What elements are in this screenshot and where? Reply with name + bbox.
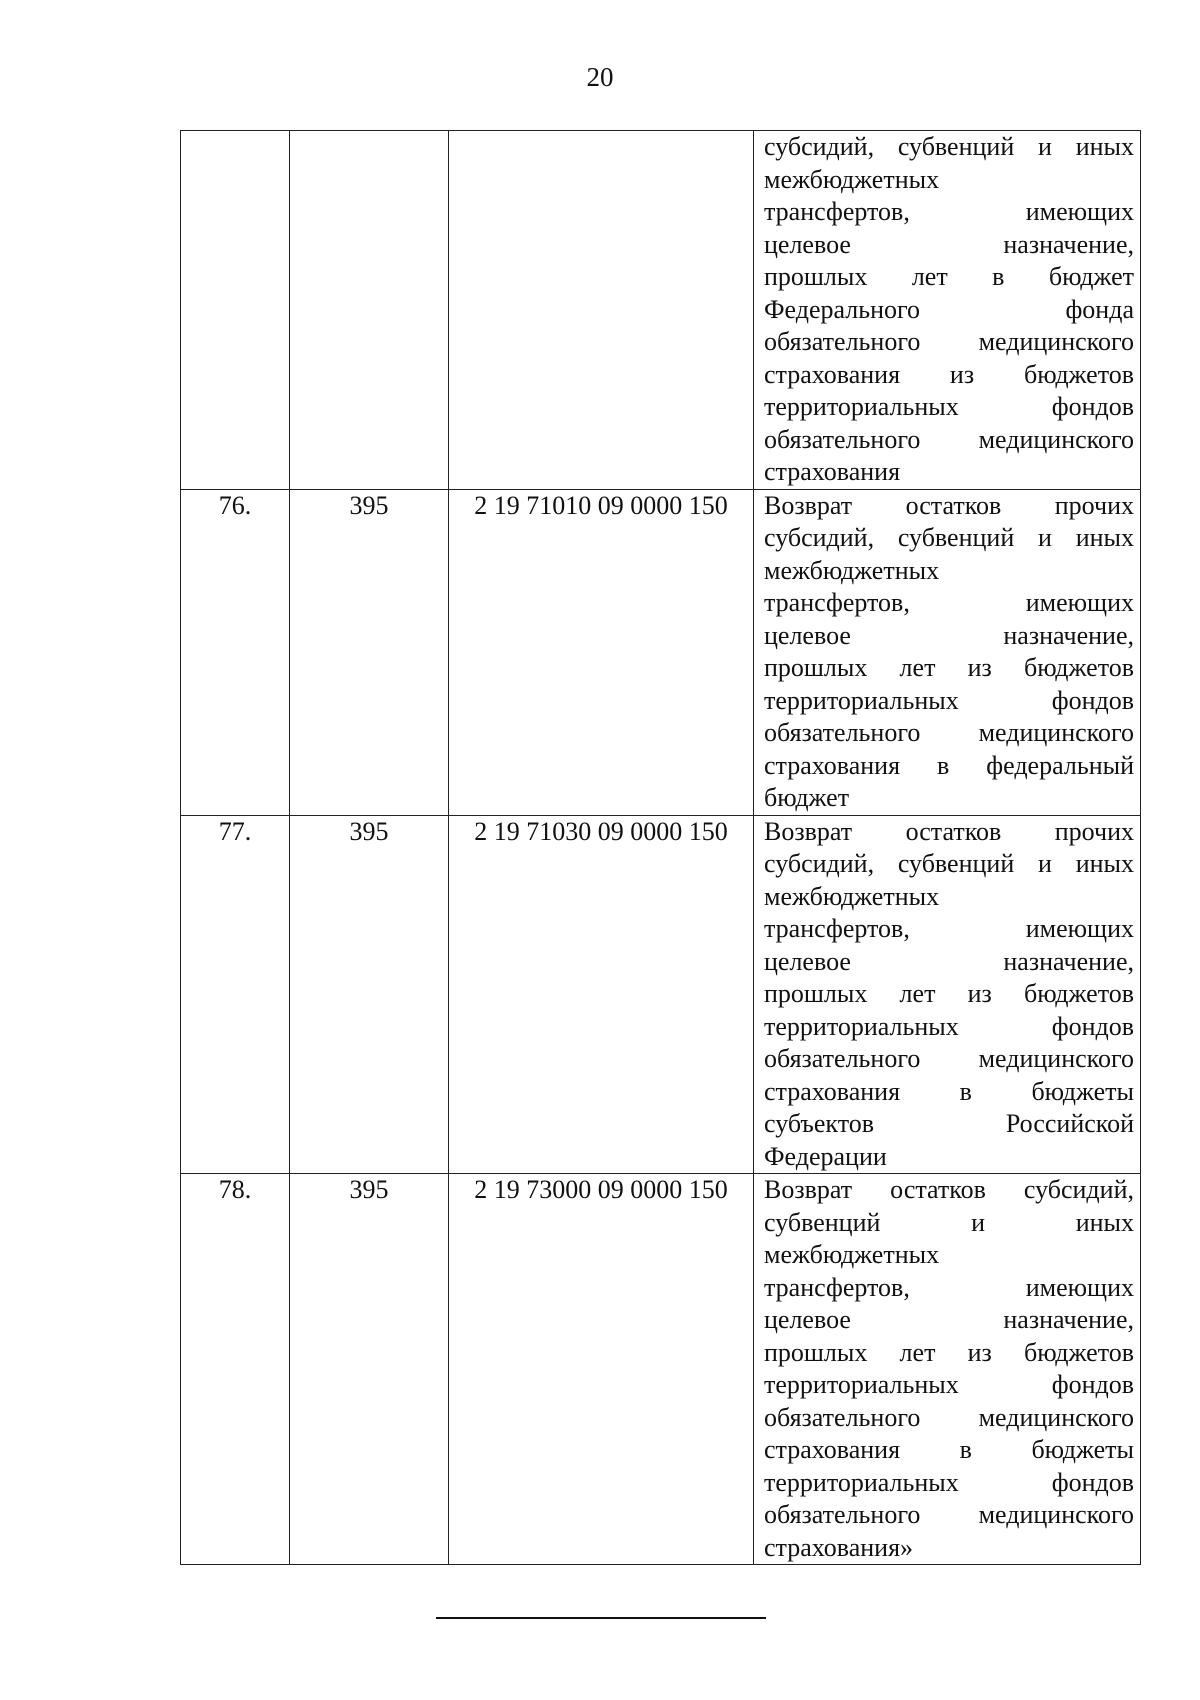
- budget-classification-code-cell: 2 19 71030 09 0000 150: [449, 815, 754, 1174]
- description-line: бюджет: [764, 783, 850, 812]
- administrator-code-cell: 395: [290, 1174, 449, 1565]
- description-line: страхования в федеральный: [764, 750, 1134, 780]
- budget-codes-table: [180, 130, 1141, 1565]
- description-line: субсидий, субвенций и иных: [764, 523, 1134, 552]
- description-line: субсидий, субвенций и иных: [764, 849, 1134, 878]
- revenue-description-cell: [754, 1174, 1141, 1565]
- administrator-code-cell: 395: [290, 489, 449, 815]
- description-line: страхования из бюджетов: [764, 359, 1134, 389]
- description-line: трансфертов, имеющих: [764, 1272, 1134, 1302]
- table-row: [181, 1174, 1141, 1565]
- end-of-document-rule: [436, 1617, 766, 1619]
- description-line: обязательного медицинского: [764, 327, 1134, 356]
- budget-classification-code-cell: 2 19 73000 09 0000 150: [449, 1174, 754, 1565]
- description-line: территориальных фондов: [764, 685, 1134, 715]
- description-line: субсидий, субвенций и иных: [764, 132, 1134, 161]
- description-line: территориальных фондов: [764, 392, 1134, 421]
- description-line: Возврат остатков прочих: [764, 490, 1134, 520]
- description-line: обязательного медицинского: [764, 1402, 1134, 1432]
- description-line: Федерации: [764, 1141, 887, 1171]
- description-line: Возврат остатков прочих: [764, 816, 1134, 846]
- description-line: территориальных фондов: [764, 1467, 1134, 1497]
- revenue-description-cell: [754, 489, 1141, 815]
- description-line: целевое назначение,: [764, 620, 1134, 650]
- row-number-cell: 78.: [181, 1174, 290, 1565]
- description-line: межбюджетных: [764, 1240, 940, 1269]
- description-line: межбюджетных: [764, 164, 940, 194]
- description-line: субъектов Российской: [764, 1109, 1134, 1138]
- administrator-code-cell: 395: [290, 815, 449, 1174]
- description-line: прошлых лет из бюджетов: [764, 1337, 1134, 1367]
- description-line: целевое назначение,: [764, 229, 1134, 259]
- description-line: страхования в бюджеты: [764, 1435, 1134, 1464]
- row-number-cell: 77.: [181, 815, 290, 1174]
- description-line: обязательного медицинского: [764, 718, 1134, 747]
- table-row: [181, 131, 1141, 490]
- table-body: [181, 131, 1141, 1565]
- description-line: трансфертов, имеющих: [764, 914, 1134, 943]
- page-number: 20: [586, 62, 614, 92]
- description-line: трансфертов, имеющих: [764, 197, 1134, 226]
- revenue-description-cell: [754, 131, 1141, 490]
- description-line: межбюджетных: [764, 555, 940, 585]
- administrator-code-cell: [290, 131, 449, 490]
- description-line: целевое назначение,: [764, 946, 1134, 976]
- description-line: Возврат остатков субсидий,: [764, 1175, 1134, 1204]
- description-line: межбюджетных: [764, 881, 940, 911]
- description-line: обязательного медицинского: [764, 1500, 1134, 1529]
- row-number-cell: [181, 131, 290, 490]
- description-line: страхования: [764, 457, 901, 486]
- description-line: прошлых лет из бюджетов: [764, 653, 1134, 682]
- table-row: [181, 489, 1141, 815]
- description-line: обязательного медицинского: [764, 424, 1134, 454]
- revenue-description-cell: [754, 815, 1141, 1174]
- budget-classification-code-cell: [449, 131, 754, 490]
- description-line: территориальных фондов: [764, 1370, 1134, 1399]
- description-line: целевое назначение,: [764, 1305, 1134, 1334]
- table-row: [181, 815, 1141, 1174]
- description-line: Федерального фонда: [764, 294, 1134, 324]
- description-line: прошлых лет из бюджетов: [764, 979, 1134, 1008]
- row-number-cell: 76.: [181, 489, 290, 815]
- description-line: территориальных фондов: [764, 1011, 1134, 1041]
- description-line: субвенций и иных: [764, 1207, 1134, 1237]
- description-line: прошлых лет в бюджет: [764, 262, 1134, 291]
- description-line: трансфертов, имеющих: [764, 588, 1134, 617]
- description-line: страхования в бюджеты: [764, 1076, 1134, 1106]
- description-line: обязательного медицинского: [764, 1044, 1134, 1073]
- description-line: страхования»: [764, 1532, 914, 1562]
- budget-classification-code-cell: 2 19 71010 09 0000 150: [449, 489, 754, 815]
